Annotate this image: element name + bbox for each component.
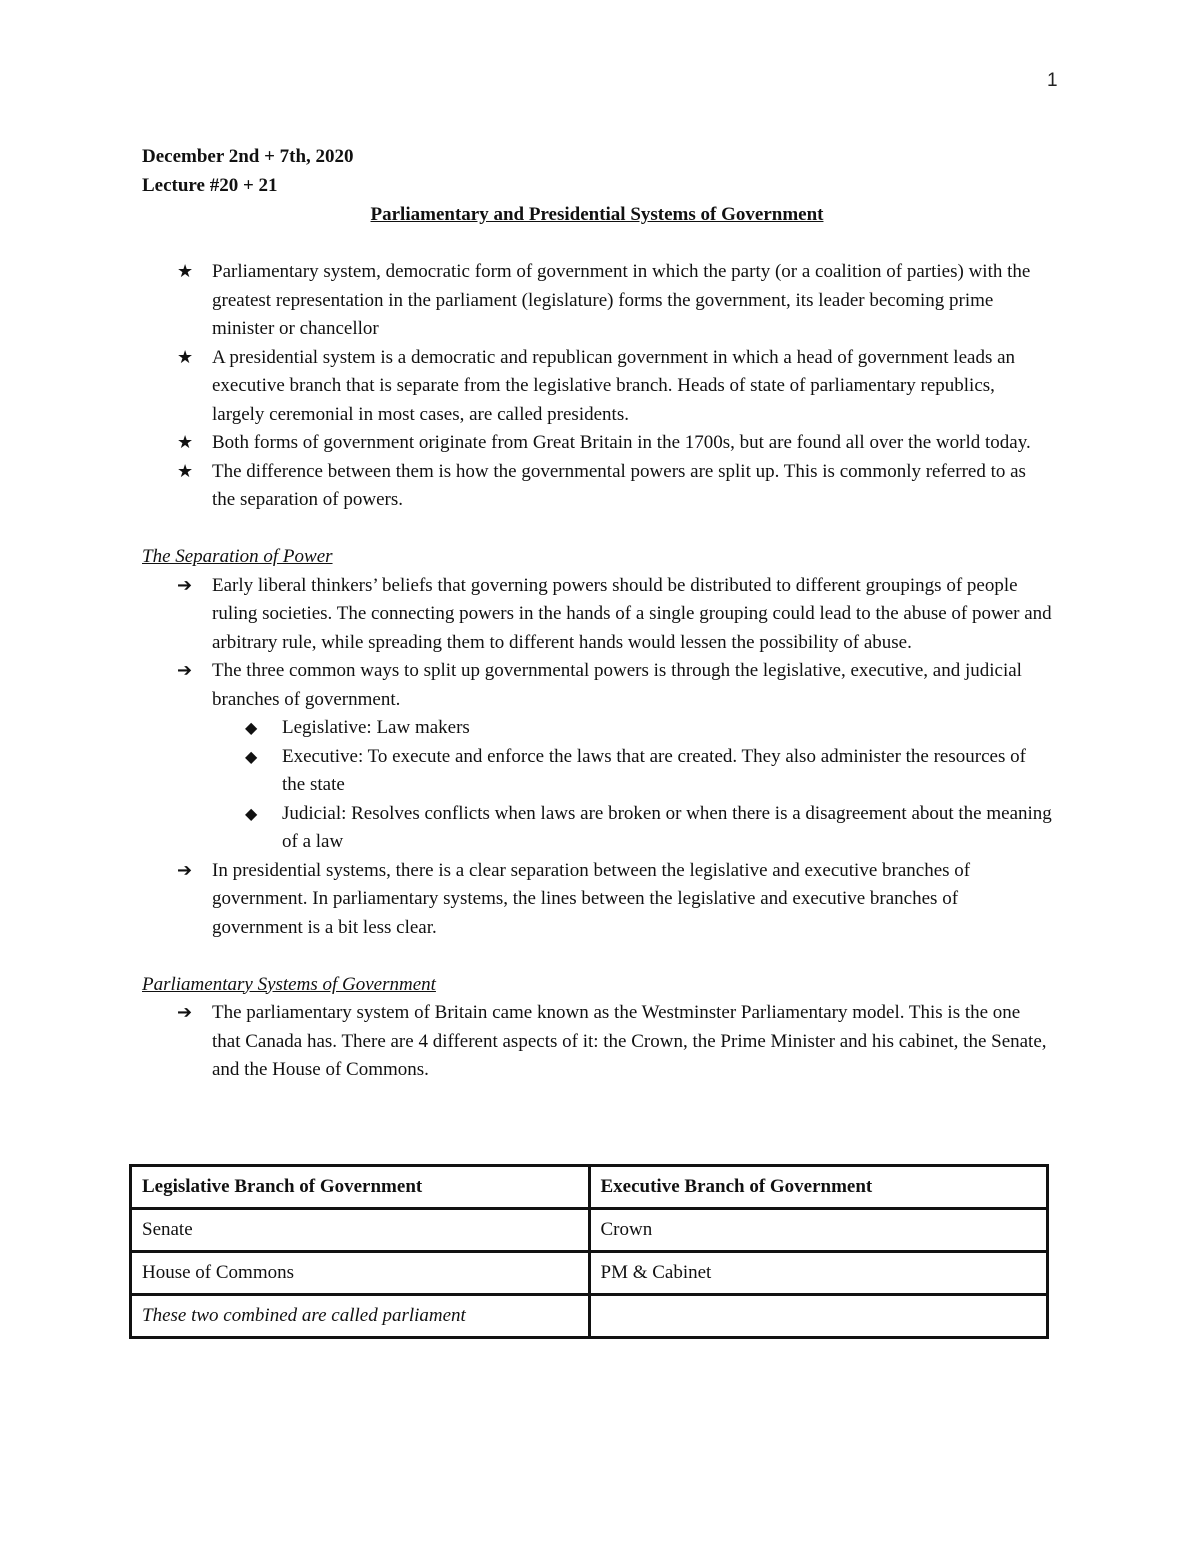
parliamentary-bullet-list [142,999,1052,1085]
blank-line [142,942,1052,971]
bullet-text: The difference between them is how the governmental powers are split up. This is commonly referred to as the separation of powers. [212,460,1026,510]
legislative-column-header: Legislative Branch of Government [131,1166,590,1209]
bullet-text: In presidential systems, there is a clear separation between the legislative and executive branches of government. In parliamentary systems, the lines between the legislative and executive branches of government is a bit less clear. [212,859,971,938]
bullet-text: The three common ways to split up governmental powers is through the legislative, executive, and judicial branches of government. [212,660,1022,710]
bullet-text: Parliamentary system, democratic form of government in which the party (or a coalition of parties) with the greatest representation in the parliament (legislature) forms the government, its leader becoming prime minister or chancellor [212,261,1031,339]
branches-table [129,1164,1049,1339]
star-bullet-icon: ★ [177,432,194,453]
list-item [142,344,1052,430]
bullet-text: Early liberal thinkers’ beliefs that governing powers should be distributed to different groupings of people ruling societies. The connecting powers in the hands of a single grouping could lead to the abuse of power and arbitrary rule, while spreading them to different hands would lessen the possibility of abuse. [212,574,1052,653]
sub-list-item [212,800,1052,857]
intro-bullet-list [142,258,1052,515]
branches-sub-list [212,714,1052,857]
sub-bullet-text: Executive: To execute and enforce the laws that are created. They also administer the resources of the state [282,745,1026,795]
table-row [131,1295,1048,1338]
diamond-bullet-icon: ◆ [245,803,258,823]
page-number: 1 [1047,70,1058,91]
lecture-number: Lecture #20 + 21 [142,174,278,196]
table-row [131,1252,1048,1295]
list-item [142,258,1052,344]
table-header-row [131,1166,1048,1209]
list-item [142,857,1052,943]
table-cell: PM & Cabinet [589,1252,1048,1295]
list-item [142,458,1052,515]
blank-line [142,515,1052,544]
arrow-bullet-icon: ➔ [177,859,193,881]
star-bullet-icon: ★ [177,346,194,368]
bullet-text: The parliamentary system of Britain came known as the Westminster Parliamentary model. This is the one that Canada has. There are 4 different aspects of it: the Crown, the Prime Minister and his cabinet, the Senate, and the House of Commons. [212,1002,1047,1080]
sub-list-item [212,714,1052,743]
list-item [142,999,1052,1085]
table-row [131,1209,1048,1252]
table-cell: Crown [589,1209,1048,1252]
arrow-bullet-icon: ➔ [177,1002,193,1023]
sub-bullet-text: Legislative: Law makers [282,717,470,738]
star-bullet-icon: ★ [177,460,194,482]
blank-line [142,230,1052,259]
arrow-bullet-icon: ➔ [177,660,193,681]
diamond-bullet-icon: ◆ [245,718,258,737]
document-body [142,143,1052,1085]
star-bullet-icon: ★ [177,261,194,282]
sub-bullet-text: Judicial: Resolves conflicts when laws are broken or when there is a disagreement about the meaning of a law [282,802,1052,852]
table-cell: Senate [131,1209,590,1252]
list-item [142,429,1052,458]
executive-column-header: Executive Branch of Government [589,1166,1048,1209]
diamond-bullet-icon: ◆ [245,746,258,766]
bullet-text: A presidential system is a democratic and republican government in which a head of government leads an executive branch that is separate from the legislative branch. Heads of state of parliamentary republics, largely ceremonial in most cases, are called presidents. [212,346,1016,425]
parliamentary-heading: Parliamentary Systems of Government [142,973,436,995]
separation-heading: The Separation of Power [142,546,333,567]
lecture-date: December 2nd + 7th, 2020 [142,146,354,167]
document-title: Parliamentary and Presidential Systems of Government [370,204,824,225]
bullet-text: Both forms of government originate from Great Britain in the 1700s, but are found all over the world today. [212,432,1031,453]
table-cell: House of Commons [131,1252,590,1295]
arrow-bullet-icon: ➔ [177,574,193,596]
separation-bullet-list [142,572,1052,943]
sub-list-item [212,743,1052,800]
table-cell: These two combined are called parliament [131,1295,590,1338]
table-cell [589,1295,1048,1338]
list-item [142,572,1052,658]
list-item [142,657,1052,857]
